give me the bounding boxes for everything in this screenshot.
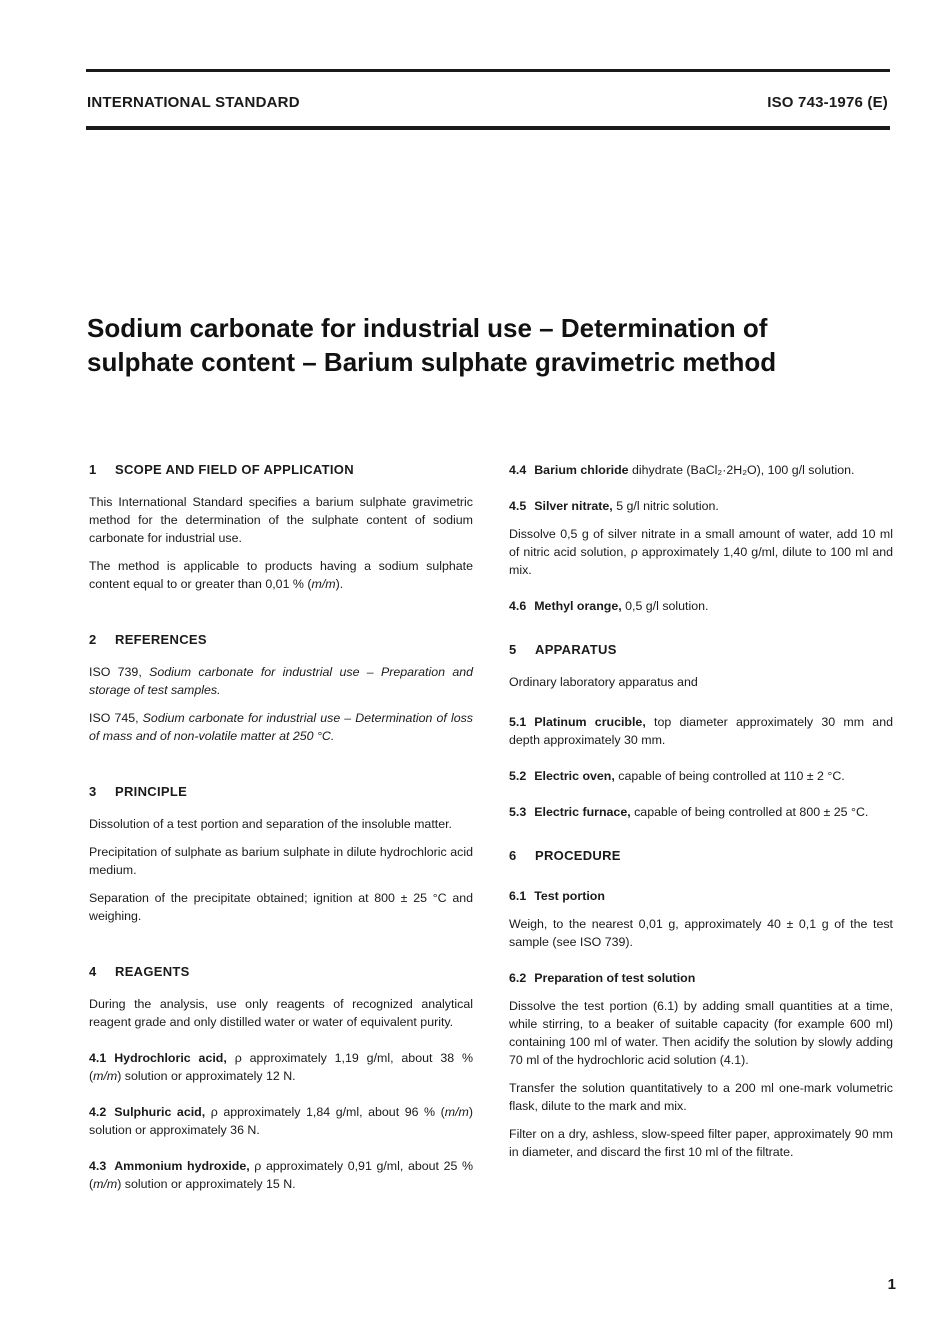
subsection-6-2-heading: 6.2 Preparation of test solution xyxy=(509,971,696,985)
header-bottom-rule xyxy=(86,126,890,130)
apparatus-intro: Ordinary laboratory apparatus and xyxy=(509,675,698,689)
section-3-heading xyxy=(89,783,473,801)
reagent-4-5: 4.5 Silver nitrate, 5 g/l nitric solution. xyxy=(509,499,719,513)
reagents-intro: During the analysis, use only reagents of recognized analytical reagent grade and only distilled water or water of equivalent purity. xyxy=(89,997,473,1029)
section-6-number: 6 xyxy=(509,848,517,863)
section-1-number: 1 xyxy=(89,462,97,477)
reagent-4-1: 4.1 Hydrochloric acid, ρ approximately 1,19 g/ml, about 38 % (m/m) solution or approximately 12 N. xyxy=(89,1051,474,1083)
scope-paragraph-1: This International Standard specifies a barium sulphate gravimetric method for the determination of the sulphate content of sodium carbonate for industrial use. xyxy=(89,495,473,545)
section-5-number: 5 xyxy=(509,642,517,657)
section-6-title: PROCEDURE xyxy=(535,848,621,863)
test-solution-paragraph-3: Filter on a dry, ashless, slow-speed filter paper, approximately 90 mm in diameter, and discard the first 10 ml of the filtrate. xyxy=(509,1127,893,1159)
apparatus-5-1: 5.1 Platinum crucible, top diameter approximately 30 mm and depth approximately 30 mm. xyxy=(509,715,893,747)
section-2-number: 2 xyxy=(89,632,97,647)
apparatus-5-3: 5.3 Electric furnace, capable of being controlled at 800 ± 25 °C. xyxy=(509,805,869,819)
principle-paragraph-1: Dissolution of a test portion and separation of the insoluble matter. xyxy=(89,817,452,831)
section-3-number: 3 xyxy=(89,784,97,799)
section-5-heading xyxy=(509,641,893,659)
right-column xyxy=(509,461,893,1161)
reference-iso-745: ISO 745, Sodium carbonate for industrial use – Determination of loss of mass and of non-volatile matter at 250 °C. xyxy=(89,711,473,743)
reagent-4-5-paragraph: Dissolve 0,5 g of silver nitrate in a small amount of water, add 10 ml of nitric acid solution, ρ approximately 1,40 g/ml, dilute to 100 ml and mix. xyxy=(509,527,893,577)
test-solution-paragraph-1: Dissolve the test portion (6.1) by adding small quantities at a time, while stirring, to a beaker of suitable capacity (for example 600 ml) containing 100 ml of water. Then acidify the solution by slowly adding 70 ml of the hydrochloric acid solution (4.1). xyxy=(509,999,893,1067)
reference-iso-739: ISO 739, Sodium carbonate for industrial use – Preparation and storage of test samples. xyxy=(89,665,474,697)
section-2-heading xyxy=(89,631,473,649)
section-4-title: REAGENTS xyxy=(115,964,190,979)
subsection-6-1-heading: 6.1 Test portion xyxy=(509,889,605,903)
test-solution-paragraph-2: Transfer the solution quantitatively to a 200 ml one-mark volumetric flask, dilute to the mark and mix. xyxy=(509,1081,893,1113)
section-1-heading xyxy=(89,461,473,479)
header-top-rule xyxy=(86,69,890,72)
section-1-title: SCOPE AND FIELD OF APPLICATION xyxy=(115,462,354,477)
reagent-4-3: 4.3 Ammonium hydroxide, ρ approximately 0,91 g/ml, about 25 % (m/m) solution or approximately 15 N. xyxy=(89,1159,473,1191)
title-line-2: sulphate content – Barium sulphate gravimetric method xyxy=(87,347,777,377)
section-2-title: REFERENCES xyxy=(115,632,207,647)
scope-paragraph-2: The method is applicable to products having a sodium sulphate content equal to or greater than 0,01 % (m/m). xyxy=(89,559,473,591)
reagent-4-2: 4.2 Sulphuric acid, ρ approximately 1,84 g/ml, about 96 % (m/m) solution or approximately 36 N. xyxy=(89,1105,473,1137)
title-line-1: Sodium carbonate for industrial use – Determination of xyxy=(87,313,768,343)
test-portion-paragraph: Weigh, to the nearest 0,01 g, approximately 40 ± 0,1 g of the test sample (see ISO 739). xyxy=(509,917,893,949)
document-title xyxy=(87,311,887,379)
apparatus-5-2: 5.2 Electric oven, capable of being controlled at 110 ± 2 °C. xyxy=(509,769,845,783)
principle-paragraph-2: Precipitation of sulphate as barium sulphate in dilute hydrochloric acid medium. xyxy=(89,845,473,877)
reagent-4-6: 4.6 Methyl orange, 0,5 g/l solution. xyxy=(509,599,709,613)
section-5-title: APPARATUS xyxy=(535,642,617,657)
section-4-number: 4 xyxy=(89,964,97,979)
section-4-heading xyxy=(89,963,473,981)
document-type: INTERNATIONAL STANDARD xyxy=(87,94,300,111)
left-column xyxy=(89,461,473,1193)
section-3-title: PRINCIPLE xyxy=(115,784,188,799)
reagent-4-4: 4.4 Barium chloride dihydrate (BaCl₂·2H₂O), 100 g/l solution. xyxy=(509,463,855,477)
section-6-heading xyxy=(509,847,893,865)
standard-number: ISO 743-1976 (E) xyxy=(767,94,888,111)
page-number: 1 xyxy=(887,1276,896,1293)
principle-paragraph-3: Separation of the precipitate obtained; ignition at 800 ± 25 °C and weighing. xyxy=(89,891,473,923)
